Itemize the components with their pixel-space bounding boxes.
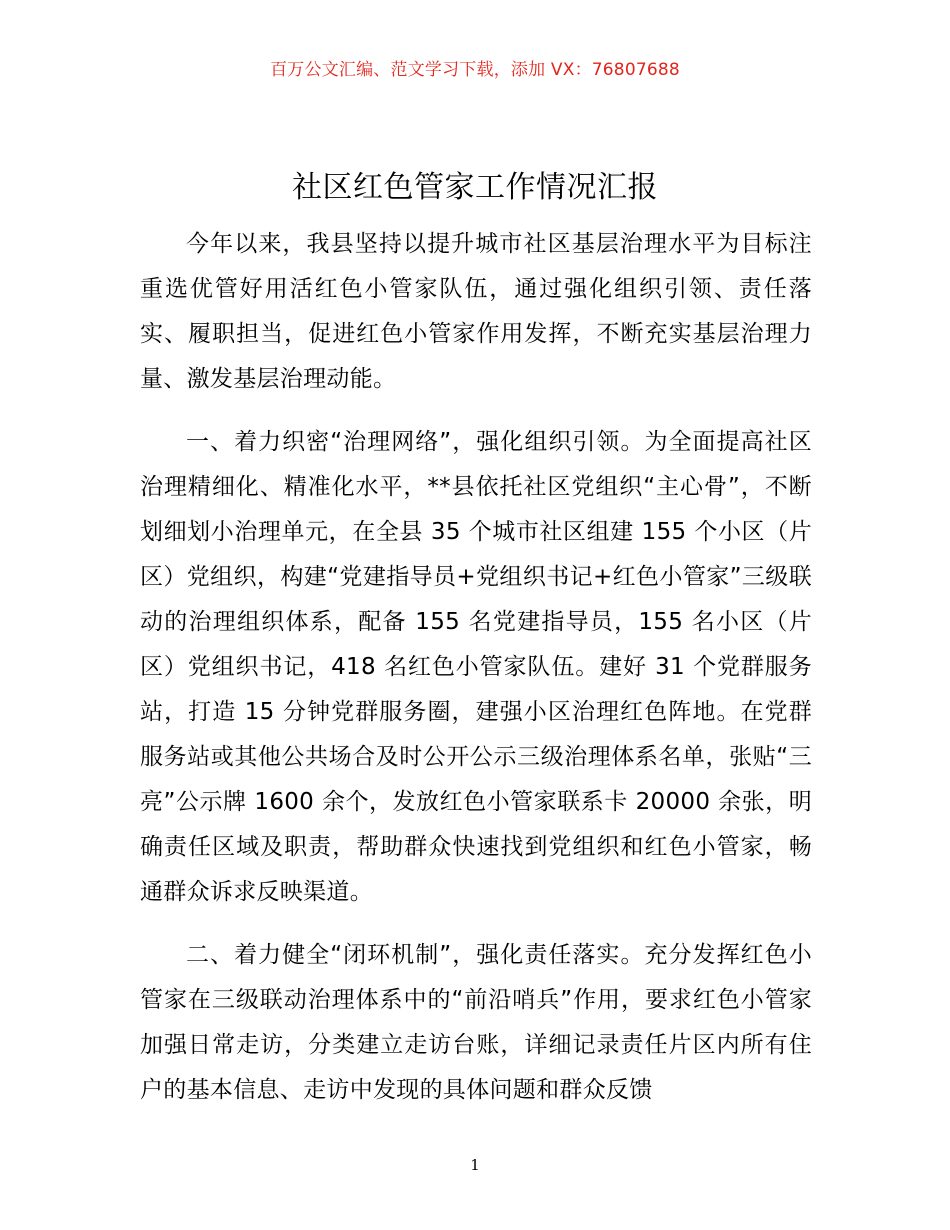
intro-paragraph: 今年以来，我县坚持以提升城市社区基层治理水平为目标注重选优管好用活红色小管家队伍，通过强化组织引领、责任落实、履职担当，促进红色小管家作用发挥，不断充实基层治理力量、激发基层治理动能。 xyxy=(140,231,812,392)
section-one-paragraph: 一、着力织密“治理网络”，强化组织引领。为全面提高社区治理精细化、精准化水平，**县依托社区党组织“主心骨”，不断划细划小治理单元，在全县 35 个城市社区组建 155 个小区（片区）党组织，构建“党建指导员+党组织书记+红色小管家”三级联动的治理组织体系，配备 155 名党建指导员，155 名小区（片区）党组织书记，418 名红色小管家队伍。建好 31 个党群服务站，打造 15 分钟党群服务圈，建强小区治理红色阵地。在党群服务站或其他公共场合及时公开公示三级治理体系名单，张贴“三亮”公示牌 1600 余个，发放红色小管家联系卡 20000 余张，明确责任区域及职责，帮助群众快速找到党组织和红色小管家，畅通群众诉求反映渠道。 xyxy=(140,429,812,905)
section-two-paragraph: 二、着力健全“闭环机制”，强化责任落实。充分发挥红色小管家在三级联动治理体系中的“前沿哨兵”作用，要求红色小管家加强日常走访，分类建立走访台账，详细记录责任片区内所有住户的基本信息、走访中发现的具体问题和群众反馈 xyxy=(140,942,812,1103)
page-number: 1 xyxy=(470,1156,480,1174)
header-banner: 百万公文汇编、范文学习下载，添加 VX：76807688 xyxy=(270,60,680,80)
document-body xyxy=(140,222,812,1131)
document-title: 社区红色管家工作情况汇报 xyxy=(292,170,658,205)
